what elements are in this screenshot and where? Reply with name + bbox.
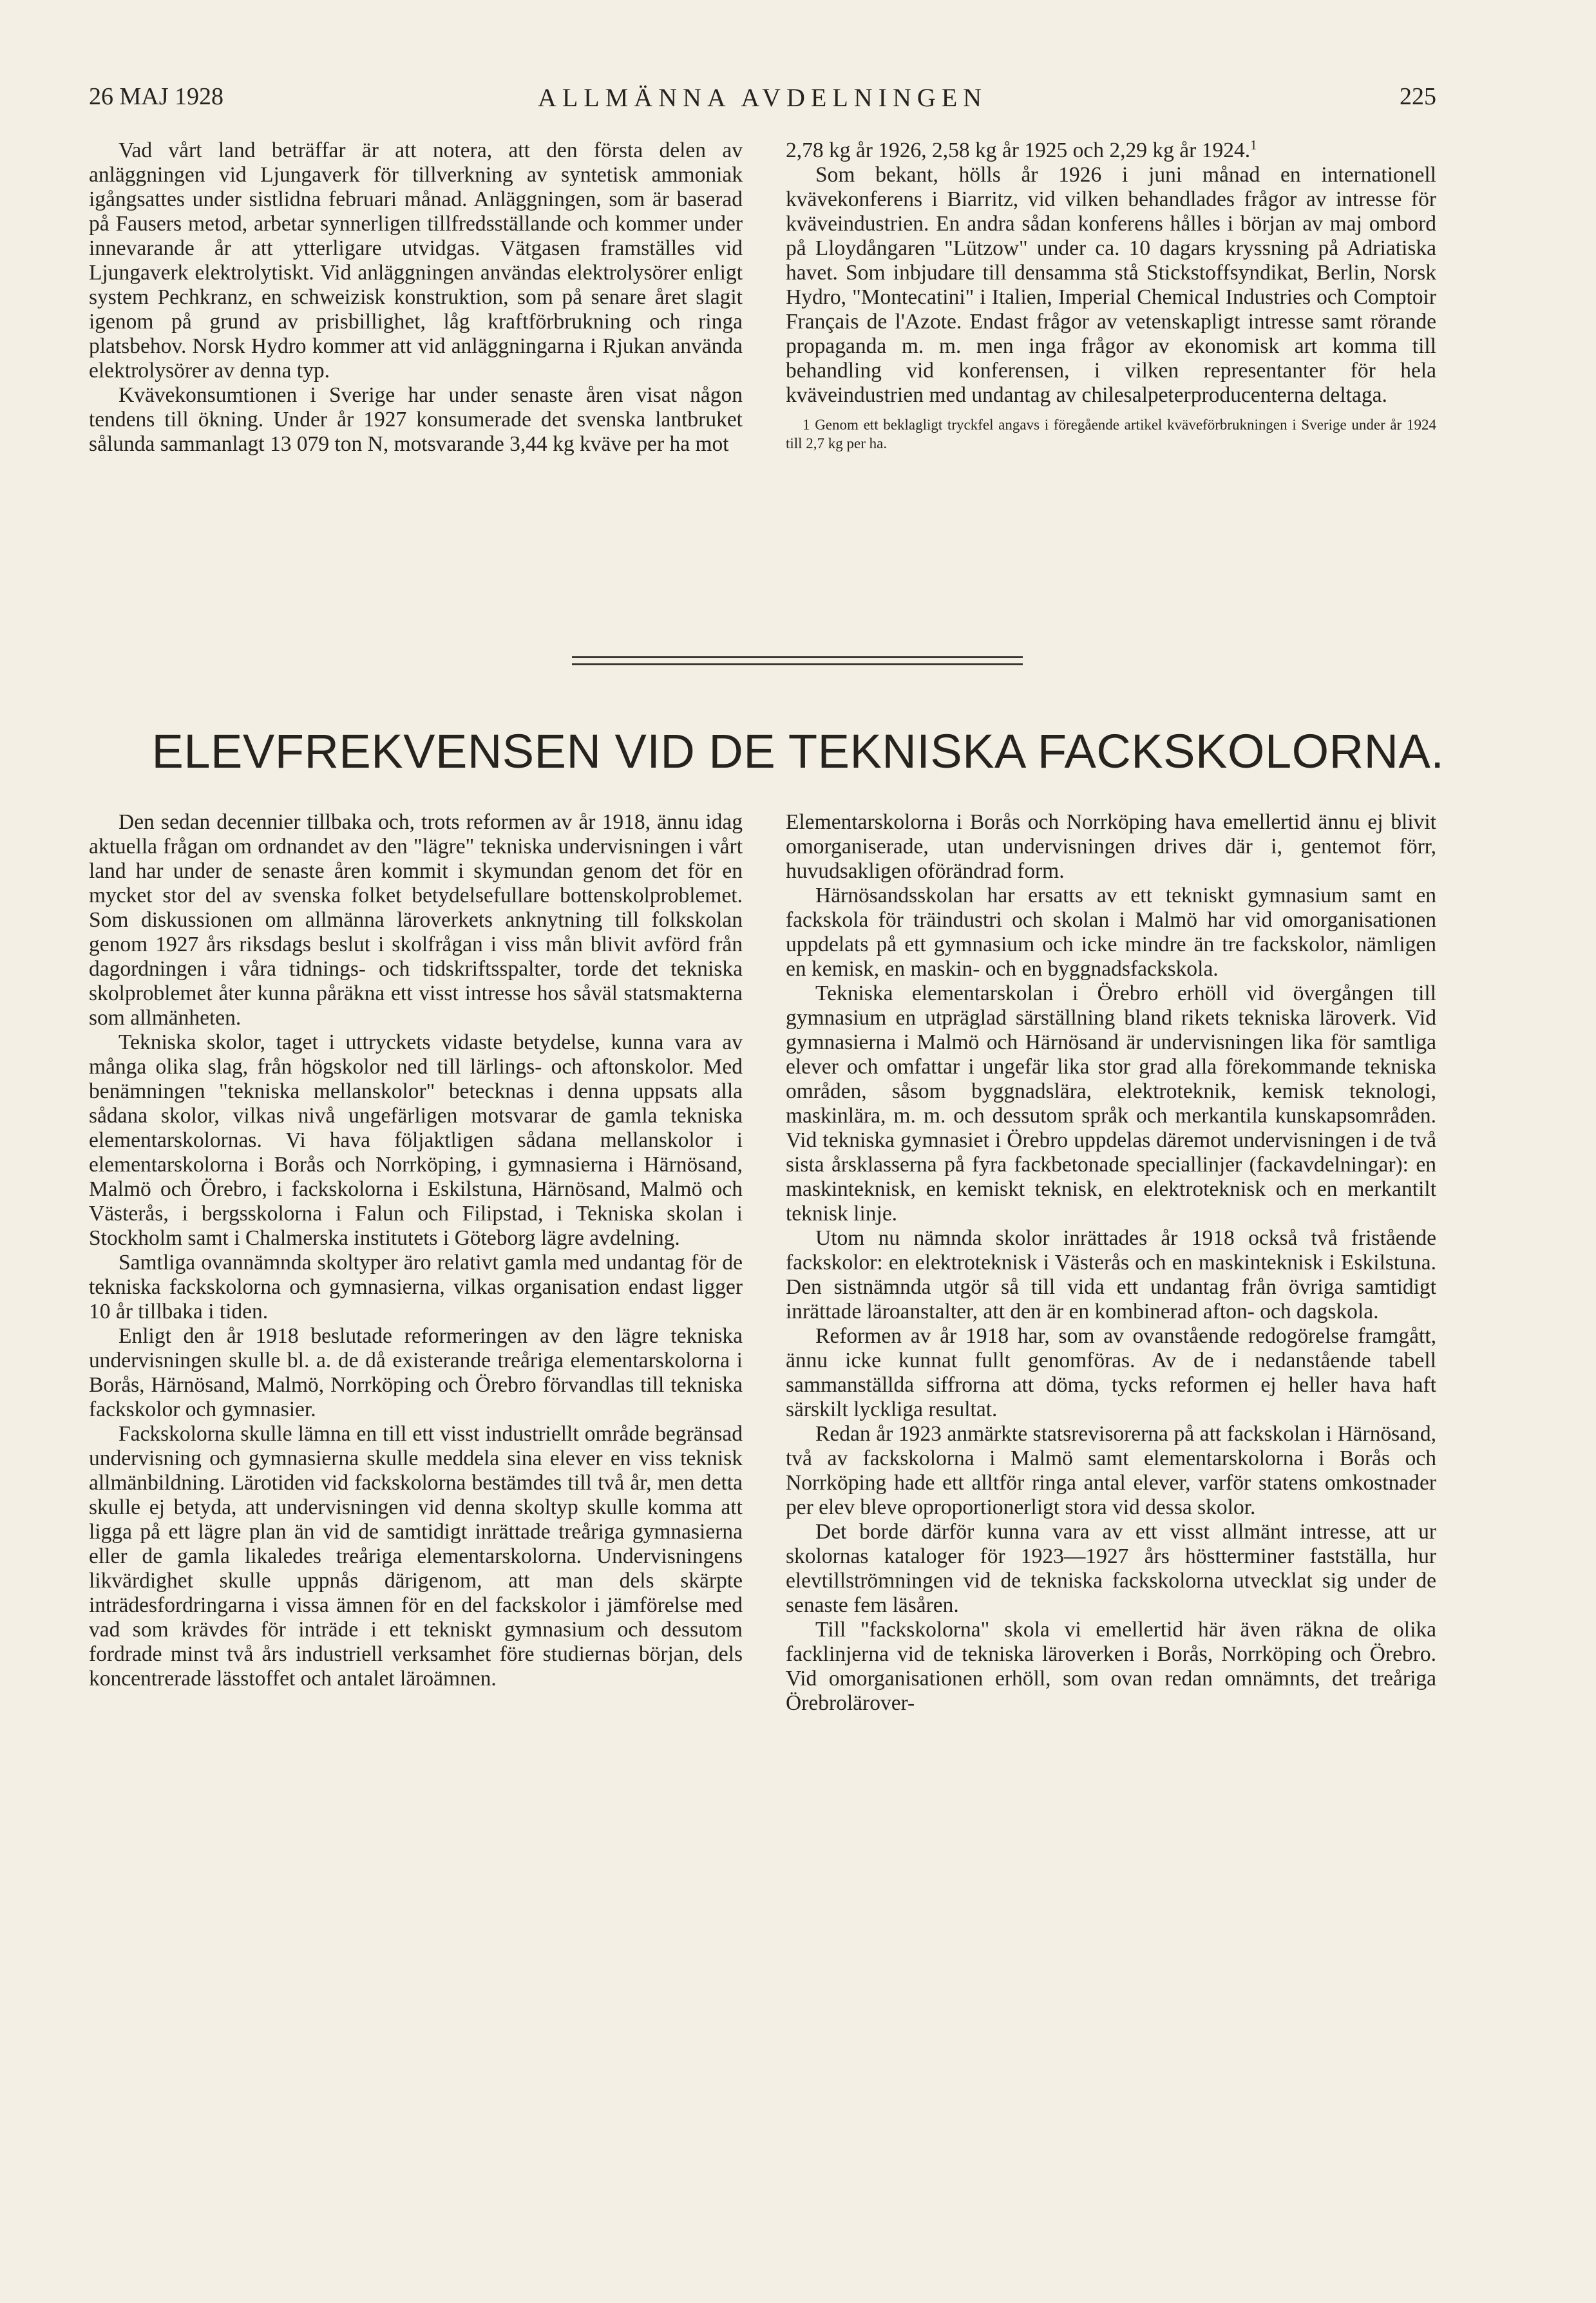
article-title: ELEVFREKVENSEN VID DE TEKNISKA FACKSKOLORNA. bbox=[151, 725, 1445, 778]
paragraph: Kvävekonsumtionen i Sverige har under senaste åren visat någon tendens till ökning. Under år 1927 konsumerade det svenska lantbruket sålunda sammanlagt 13 079 ton N, motsvarande 3,44 kg kväve per ha mot bbox=[89, 383, 743, 456]
paragraph: Som bekant, hölls år 1926 i juni månad en internationell kvävekonferens i Biarritz, vid vilken behandlades frågor av intresse för kväveindustrien. En andra sådan konferens hålles i början av maj ombord på Lloydångaren "Lützow" under ca. 10 dagars kryssning på Adriatiska havet. Som inbjudare till densamma stå Stickstoffsyndikat, Berlin, Norsk Hydro, "Montecatini" i Italien, Imperial Chemical Industries och Comptoir Français de l'Azote. Endast frågor av vetenskapligt intresse samt rörande propaganda m. m. men inga frågor av ekonomisk art komma till behandling vid konferensen, i vilken representanter för hela kväveindustrien med undantag av chilesalpeterproducenterna deltaga. bbox=[786, 163, 1436, 407]
article-right-column bbox=[786, 810, 1436, 1716]
footnote: 1 Genom ett beklagligt tryckfel angavs i föregående artikel kväveförbrukningen i Sverige under år 1924 till 2,7 kg per ha. bbox=[786, 417, 1436, 451]
paragraph: Tekniska elementarskolan i Örebro erhöll vid övergången till gymnasium en utpräglad särställning bland rikets tekniska läroverk. Vid gymnasierna i Malmö och Härnösand är undervisningen lika för samtliga elever och omfattar i ungefär lika stor grad alla förekommande tekniska områden, såsom byggnadslära, elektroteknik, kemisk teknologi, maskinlära, m. m. och dessutom språk och merkantila kunskapsområden. Vid tekniska gymnasiet i Örebro uppdelas däremot undervisningen i de två sista årsklasserna på fyra fackbetonade speciallinjer (fackavdelningar): en maskinteknisk, en kemiskt teknisk, en elektroteknisk och en merkantilt teknisk linje. bbox=[786, 981, 1436, 1226]
paragraph: Enligt den år 1918 beslutade reformeringen av den lägre tekniska undervisningen skulle bl. a. de då existerande treåriga elementarskolorna i Borås, Härnösand, Malmö, Norrköping och Örebro förvandlas till tekniska fackskolor och gymnasier. bbox=[89, 1324, 743, 1421]
issue-date: 26 MAJ 1928 bbox=[89, 83, 224, 110]
paragraph: Till "fackskolorna" skola vi emellertid här även räkna de olika facklinjerna vid de tekniska läroverken i Borås, Norrköping och Örebro. Vid omorganisationen erhöll, som ovan redan omnämnts, det treåriga Örebrolärover- bbox=[786, 1618, 1436, 1715]
top-left-column bbox=[89, 138, 743, 457]
paragraph: Vad vårt land beträffar är att notera, att den första delen av anläggningen vid Ljungaverk för tillverkning av syntetisk ammoniak igångsattes under sistlidna februari månad. Anläggningen, som är baserad på Fausers metod, arbetar synnerligen tillfredsställande och kommer under innevarande år att ytterligare utvidgas. Vätgasen framställes vid Ljungaverk elektrolytiskt. Vid anläggningen användas elektrolysörer enligt system Pechkranz, en schweizisk konstruktion, som på senare året slagit igenom på grund av prisbillighet, låg kraftförbrukning och ringa platsbehov. Norsk Hydro kommer att vid anläggningarna i Rjukan använda elektrolysörer av denna typ. bbox=[89, 138, 743, 383]
paragraph-continuation bbox=[786, 138, 1436, 163]
paragraph: Tekniska skolor, taget i uttryckets vidaste betydelse, kunna vara av många olika slag, från högskolor ned till lärlings- och aftonskolor. Med benämningen "tekniska mellanskolor" betecknas i denna uppsats alla sådana skolor, vilkas nivå ungefärligen motsvarar de gamla tekniska elementarskolornas. Vi hava följaktligen sådana mellanskolor i elementarskolorna i Borås och Norrköping, i gymnasierna i Härnösand, Malmö och Örebro, i fackskolorna i Eskilstuna, Härnösand, Malmö och Västerås, i bergsskolorna i Falun och Filipstad, i Tekniska skolan i Stockholm samt i Chalmerska institutets i Göteborg lägre avdelning. bbox=[89, 1030, 743, 1250]
article-left-column bbox=[89, 810, 743, 1691]
paragraph: Fackskolorna skulle lämna en till ett visst industriellt område begränsad undervisning och gymnasierna skulle meddela sina elever en viss teknisk allmänbildning. Lärotiden vid fackskolorna bestämdes till två år, men detta skulle ej betyda, att undervisningen vid denna skoltyp skulle komma att ligga på ett lägre plan än vid de samtidigt inrättade treåriga gymnasierna eller de gamla likaledes treåriga elementarskolorna. Undervisningens likvärdighet skulle uppnås därigenom, att man dels skärpte inträdesfordringarna i vissa ämnen för en del fackskolor i jämförelse med vad som krävdes för inträde i ett tekniskt gymnasium och dessutom fordrade minst två års industriell verksamhet före studiernas början, dels koncentrerade lässtoffet och antalet läroämnen. bbox=[89, 1422, 743, 1691]
paragraph: Samtliga ovannämnda skoltyper äro relativt gamla med undantag för de tekniska fackskolorna och gymnasierna, vilkas organisation endast ligger 10 år tillbaka i tiden. bbox=[89, 1251, 743, 1323]
paragraph: Redan år 1923 anmärkte statsrevisorerna på att fackskolan i Härnösand, två av fackskolorna i Malmö samt elementarskolorna i Borås och Norrköping hade ett alltför ringa antal elever, varför statens omkostnader per elev bleve oproportionerligt stora vid dessa skolor. bbox=[786, 1422, 1436, 1519]
paragraph: Härnösandsskolan har ersatts av ett tekniskt gymnasium samt en fackskola för träindustri och skolan i Malmö har vid omorganisationen uppdelats på ett gymnasium och icke mindre än tre fackskolor, nämligen en kemisk, en maskin- och en byggnadsfackskola. bbox=[786, 884, 1436, 981]
footnote-marker: 1 bbox=[1250, 137, 1257, 153]
paragraph: Utom nu nämnda skolor inrättades år 1918 också två fristående fackskolor: en elektroteknisk i Västerås och en maskinteknisk i Eskilstuna. Den sistnämnda utgör så till vida ett undantag från övriga samtidigt inrättade läroanstalter, att den är en kombinerad afton- och dagskola. bbox=[786, 1226, 1436, 1323]
section-title: ALLMÄNNA AVDELNINGEN bbox=[537, 83, 988, 112]
paragraph: Reformen av år 1918 har, som av ovanstående redogörelse framgått, ännu icke kunnat fullt genomföras. Av de i nedanstående tabell sammanställda siffrorna att döma, tycks reformen ej heller hava haft särskilt lyckliga resultat. bbox=[786, 1324, 1436, 1421]
top-right-column bbox=[786, 138, 1436, 453]
double-rule-divider bbox=[572, 656, 1023, 665]
page-number: 225 bbox=[1400, 83, 1436, 110]
page-header bbox=[89, 82, 1436, 128]
continuation-text: 2,78 kg år 1926, 2,58 kg år 1925 och 2,29 kg år 1924. bbox=[786, 138, 1251, 162]
paragraph: Den sedan decennier tillbaka och, trots reformen av år 1918, ännu idag aktuella frågan om ordnandet av den "lägre" tekniska undervisningen i vårt land har under de senaste åren kommit i skymundan genom det för en mycket stor del av svenska folket betydelsefullare bottenskolproblemet. Som diskussionen om allmänna läroverkets anknytning till folkskolan genom 1927 års riksdags beslut i skolfrågan i viss mån blivit avförd från dagordningen i våra tidnings- och tidskriftsspalter, torde det tekniska skolproblemet åter kunna påräkna ett visst intresse hos såväl statsmakterna som allmänheten. bbox=[89, 810, 743, 1030]
paragraph: Det borde därför kunna vara av ett visst allmänt intresse, att ur skolornas kataloger för 1923—1927 års höstterminer fastställa, hur elevtillströmningen vid de tekniska fackskolorna utvecklat sig under de senaste fem läsåren. bbox=[786, 1520, 1436, 1617]
paragraph-continuation: Elementarskolorna i Borås och Norrköping hava emellertid ännu ej blivit omorganiserade, utan undervisningen drives där i, gentemot förr, huvudsakligen oförändrad form. bbox=[786, 810, 1436, 883]
